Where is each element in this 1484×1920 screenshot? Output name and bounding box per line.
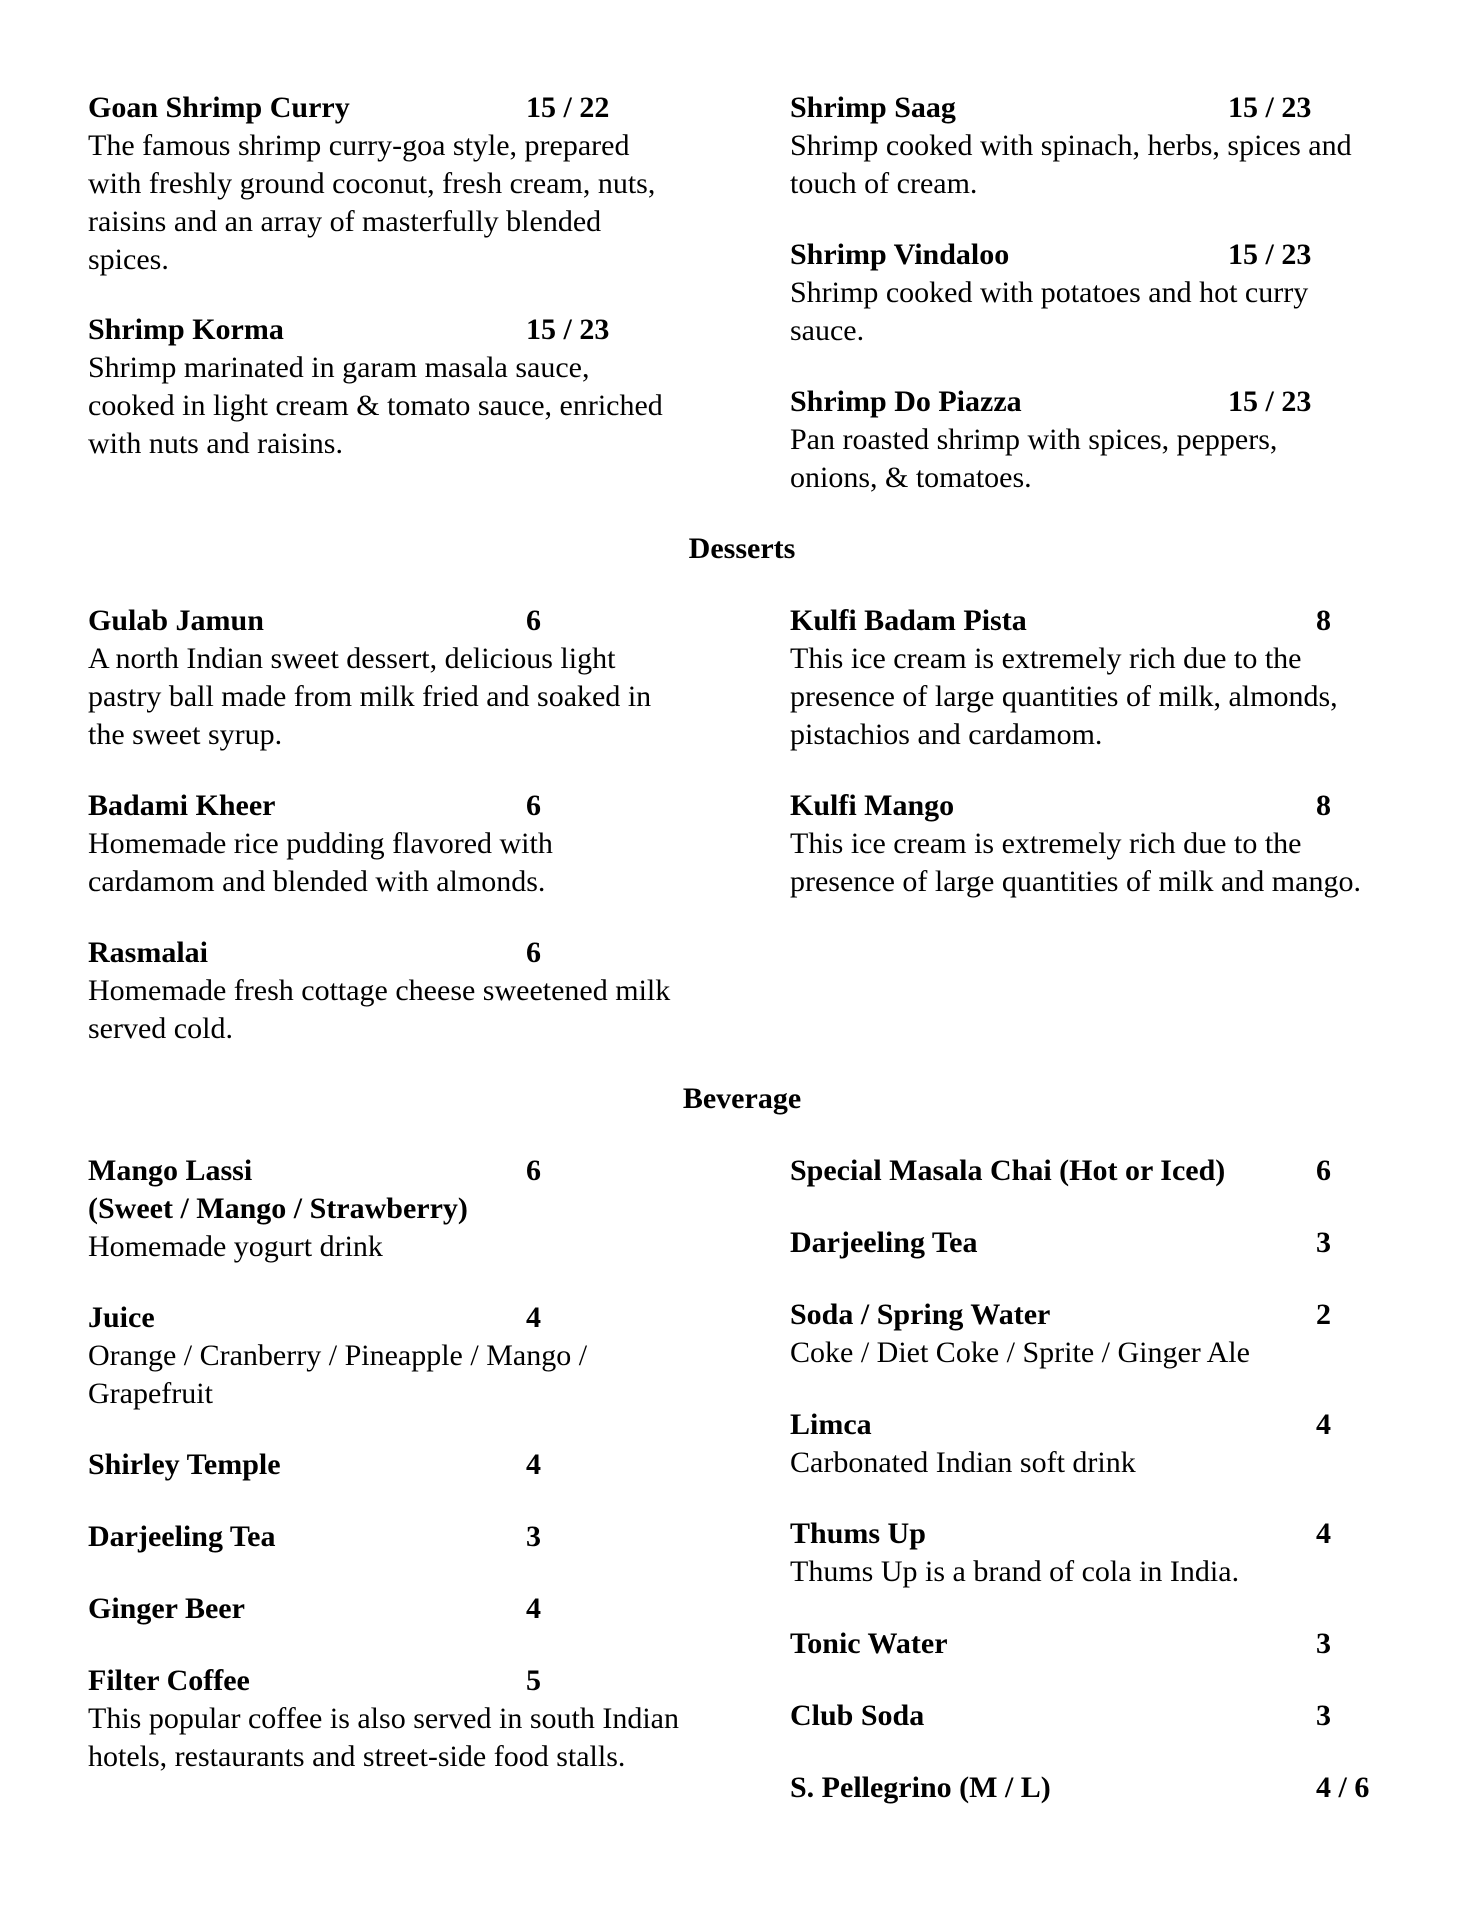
item-price: 8 (1316, 604, 1331, 637)
menu-item-goan-shrimp-curry (88, 89, 688, 279)
item-name: Goan Shrimp Curry (88, 91, 350, 124)
item-description: Shrimp marinated in garam masala sauce, cooked in light cream & tomato sauce, enriched with nuts and raisins. (88, 351, 663, 460)
menu-item-badami-kheer (88, 787, 688, 901)
menu-item-juice (88, 1299, 688, 1413)
item-name: Shirley Temple (88, 1448, 281, 1481)
item-name: Special Masala Chai (Hot or Iced) (790, 1154, 1226, 1187)
item-name: Tonic Water (790, 1627, 948, 1660)
item-name: Filter Coffee (88, 1664, 250, 1697)
item-description: Homemade yogurt drink (88, 1230, 383, 1263)
menu-item-shrimp-korma (88, 311, 688, 463)
item-price: 4 / 6 (1316, 1771, 1370, 1804)
item-price: 6 (1316, 1154, 1331, 1187)
menu-item-kulfi-badam-pista (790, 602, 1410, 754)
item-price: 6 (526, 1154, 541, 1187)
item-name: Limca (790, 1408, 872, 1441)
item-price: 3 (1316, 1627, 1331, 1660)
item-name: Ginger Beer (88, 1592, 245, 1625)
item-description: This ice cream is extremely rich due to the presence of large quantities of milk, almonds, pistachios and cardamom. (790, 642, 1338, 751)
menu-item-darjeeling-tea (88, 1518, 688, 1556)
menu-item-shrimp-do-piazza (790, 383, 1410, 497)
menu-item-shrimp-saag (790, 89, 1410, 203)
menu-item-tonic-water (790, 1625, 1410, 1663)
item-name: Club Soda (790, 1699, 925, 1732)
menu-item-shirley-temple (88, 1446, 688, 1484)
menu-item-s-pellegrino (790, 1769, 1410, 1807)
menu-item-rasmalai (88, 934, 688, 1048)
item-name: Darjeeling Tea (88, 1520, 276, 1553)
item-price: 15 / 23 (1228, 91, 1312, 124)
item-price: 15 / 23 (1228, 238, 1312, 271)
item-name: Gulab Jamun (88, 604, 264, 637)
item-name: Thums Up (790, 1517, 926, 1550)
item-description: The famous shrimp curry-goa style, prepared with freshly ground coconut, fresh cream, nuts, raisins and an array of masterfully blended spices. (88, 129, 656, 276)
item-price: 4 (526, 1592, 541, 1625)
menu-item-kulfi-mango (790, 787, 1410, 901)
item-price: 3 (526, 1520, 541, 1553)
item-description: This ice cream is extremely rich due to the presence of large quantities of milk and mango. (790, 827, 1361, 898)
item-price: 6 (526, 789, 541, 822)
menu-item-mango-lassi (88, 1152, 688, 1266)
item-description: Coke / Diet Coke / Sprite / Ginger Ale (790, 1336, 1250, 1369)
menu-item-thums-up (790, 1515, 1410, 1591)
item-price: 15 / 23 (1228, 385, 1312, 418)
item-name: Shrimp Saag (790, 91, 956, 124)
item-description: Carbonated Indian soft drink (790, 1446, 1136, 1479)
item-name: Badami Kheer (88, 789, 276, 822)
item-price: 6 (526, 936, 541, 969)
menu-item-gulab-jamun (88, 602, 688, 754)
item-description: Pan roasted shrimp with spices, peppers, onions, & tomatoes. (790, 423, 1278, 494)
item-price: 4 (1316, 1517, 1331, 1550)
item-price: 3 (1316, 1699, 1331, 1732)
item-price: 15 / 23 (526, 313, 610, 346)
item-name: Darjeeling Tea (790, 1226, 978, 1259)
item-name: Kulfi Badam Pista (790, 604, 1027, 637)
item-description: Shrimp cooked with potatoes and hot curry sauce. (790, 276, 1309, 347)
menu-item-club-soda (790, 1697, 1410, 1735)
item-price: 6 (526, 604, 541, 637)
menu-item-special-masala-chai (790, 1152, 1410, 1190)
item-name: Shrimp Vindaloo (790, 238, 1010, 271)
section-heading-desserts: Desserts (688, 532, 796, 565)
menu-item-filter-coffee (88, 1662, 688, 1776)
item-price: 4 (526, 1448, 541, 1481)
item-price: 8 (1316, 789, 1331, 822)
item-price: 2 (1316, 1298, 1331, 1331)
menu-item-darjeeling-tea (790, 1224, 1410, 1262)
item-price: 3 (1316, 1226, 1331, 1259)
item-price: 5 (526, 1664, 541, 1697)
item-description: Homemade fresh cottage cheese sweetened milk served cold. (88, 974, 671, 1045)
item-name: Kulfi Mango (790, 789, 955, 822)
item-name: Soda / Spring Water (790, 1298, 1051, 1331)
menu-item-ginger-beer (88, 1590, 688, 1628)
menu-item-shrimp-vindaloo (790, 236, 1410, 350)
item-price: 4 (1316, 1408, 1331, 1441)
item-description: This popular coffee is also served in south Indian hotels, restaurants and street-side food stalls. (88, 1702, 679, 1773)
item-price: 4 (526, 1301, 541, 1334)
item-name: Juice (88, 1301, 155, 1334)
item-name: Shrimp Do Piazza (790, 385, 1022, 418)
item-name: Rasmalai (88, 936, 208, 969)
item-description: Shrimp cooked with spinach, herbs, spices and touch of cream. (790, 129, 1352, 200)
item-name: Mango Lassi (88, 1154, 253, 1187)
item-options: (Sweet / Mango / Strawberry) (88, 1192, 468, 1225)
item-description: A north Indian sweet dessert, delicious light pastry ball made from milk fried and soaked in the sweet syrup. (88, 642, 652, 751)
menu-item-limca (790, 1406, 1410, 1482)
item-name: S. Pellegrino (M / L) (790, 1771, 1051, 1804)
item-description: Thums Up is a brand of cola in India. (790, 1555, 1240, 1588)
item-description: Homemade rice pudding flavored with cardamom and blended with almonds. (88, 827, 553, 898)
menu-item-soda-spring-water (790, 1296, 1410, 1372)
item-price: 15 / 22 (526, 91, 610, 124)
section-heading-beverage: Beverage (682, 1082, 802, 1115)
item-description: Orange / Cranberry / Pineapple / Mango / Grapefruit (88, 1339, 588, 1410)
item-name: Shrimp Korma (88, 313, 284, 346)
